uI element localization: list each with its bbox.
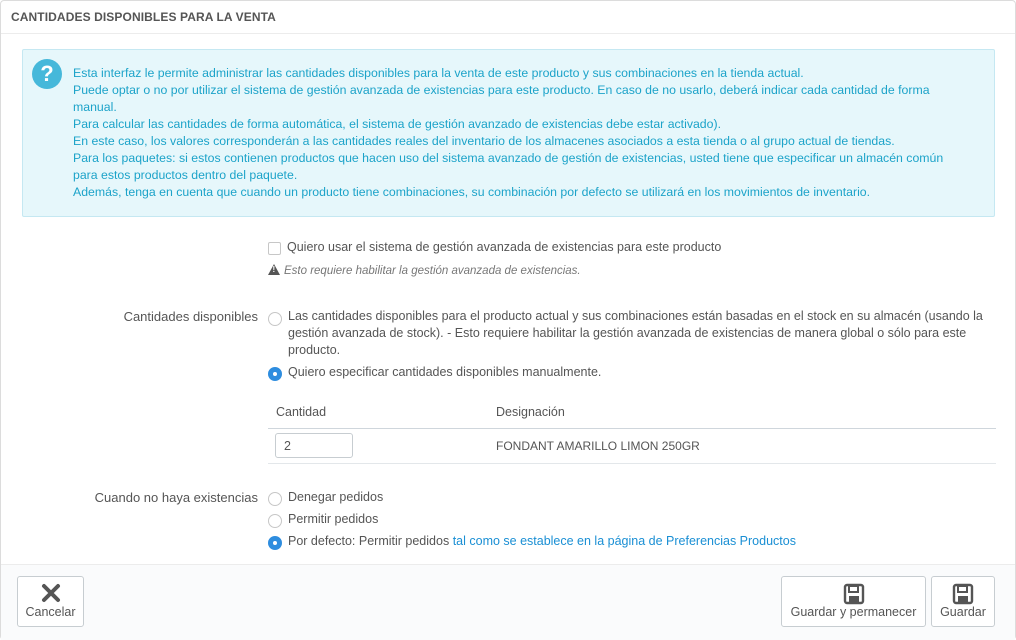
table-bottom-line bbox=[268, 463, 996, 464]
panel-title: CANTIDADES DISPONIBLES PARA LA VENTA bbox=[1, 1, 1015, 34]
quantity-table bbox=[268, 399, 996, 464]
radio-stock-based[interactable] bbox=[268, 312, 282, 326]
available-qty-label: Cantidades disponibles bbox=[123, 309, 258, 324]
save-and-stay-label: Guardar y permanecer bbox=[790, 605, 917, 619]
info-line: Esta interfaz le permite administrar las cantidades disponibles para la venta de este producto y sus combinaciones en la tienda actual. bbox=[73, 66, 804, 80]
radio-default-orders[interactable] bbox=[268, 536, 282, 550]
designation-cell: FONDANT AMARILLO LIMON 250GR bbox=[496, 439, 700, 453]
close-icon bbox=[41, 583, 61, 606]
radio-stock-based-label[interactable]: Las cantidades disponibles para el producto actual y sus combinaciones están basadas en el stock en su almacén (usando la gestión avanzada de stock). - Esto requiere habilitar la gestión avanzada de existencias de manera global o sólo para este producto. bbox=[288, 309, 983, 357]
save-and-stay-button[interactable] bbox=[781, 576, 926, 627]
radio-allow-orders[interactable] bbox=[268, 514, 282, 528]
column-header-designation: Designación bbox=[496, 405, 565, 419]
column-header-quantity: Cantidad bbox=[276, 405, 327, 419]
advanced-stock-label[interactable]: Quiero usar el sistema de gestión avanzada de existencias para este producto bbox=[287, 240, 722, 254]
warning-icon bbox=[268, 264, 280, 275]
default-prefix: Por defecto: Permitir pedidos bbox=[288, 534, 450, 548]
info-line: Además, tenga en cuenta que cuando un producto tiene combinaciones, su combinación por defecto se utilizará en los movimientos de inventario. bbox=[73, 185, 871, 199]
radio-manual-label[interactable]: Quiero especificar cantidades disponibles manualmente. bbox=[288, 365, 602, 379]
preferences-link[interactable]: tal como se establece en la página de Preferencias Productos bbox=[452, 534, 796, 548]
info-text bbox=[73, 65, 964, 201]
save-button[interactable] bbox=[931, 576, 995, 627]
panel-footer bbox=[1, 564, 1015, 640]
radio-deny-orders[interactable] bbox=[268, 492, 282, 506]
save-label: Guardar bbox=[940, 605, 986, 619]
radio-allow-orders-label[interactable]: Permitir pedidos bbox=[288, 512, 379, 526]
radio-default-orders-label[interactable] bbox=[288, 533, 796, 550]
cancel-label: Cancelar bbox=[25, 605, 76, 619]
advanced-stock-hint bbox=[268, 263, 581, 277]
info-line: Puede optar o no por utilizar el sistema de gestión avanzada de existencias para este producto. En caso de no usarlo, deberá indicar cada cantidad de forma manual. bbox=[73, 83, 930, 114]
info-line: Para los paquetes: si estos contienen productos que hacen uso del sistema avanzado de gestión de existencias, usted tiene que especificar un almacén común para estos productos dentro del paquete. bbox=[73, 151, 944, 182]
radio-manual[interactable] bbox=[268, 367, 282, 381]
out-of-stock-label: Cuando no haya existencias bbox=[94, 490, 258, 505]
hint-text: Esto requiere habilitar la gestión avanzada de existencias. bbox=[284, 265, 581, 277]
cancel-button[interactable] bbox=[17, 576, 84, 627]
advanced-stock-checkbox[interactable] bbox=[268, 242, 281, 255]
info-alert bbox=[22, 49, 995, 217]
radio-deny-orders-label[interactable]: Denegar pedidos bbox=[288, 490, 384, 504]
quantity-input[interactable] bbox=[275, 433, 353, 458]
question-icon: ? bbox=[32, 59, 62, 89]
info-line: En este caso, los valores corresponderán a las cantidades reales del inventario de los almacenes asociados a esta tienda o al grupo actual de tiendas. bbox=[73, 134, 895, 148]
table-divider bbox=[268, 428, 996, 429]
info-line: Para calcular las cantidades de forma automática, el sistema de gestión avanzado de existencias debe estar activado). bbox=[73, 117, 722, 131]
